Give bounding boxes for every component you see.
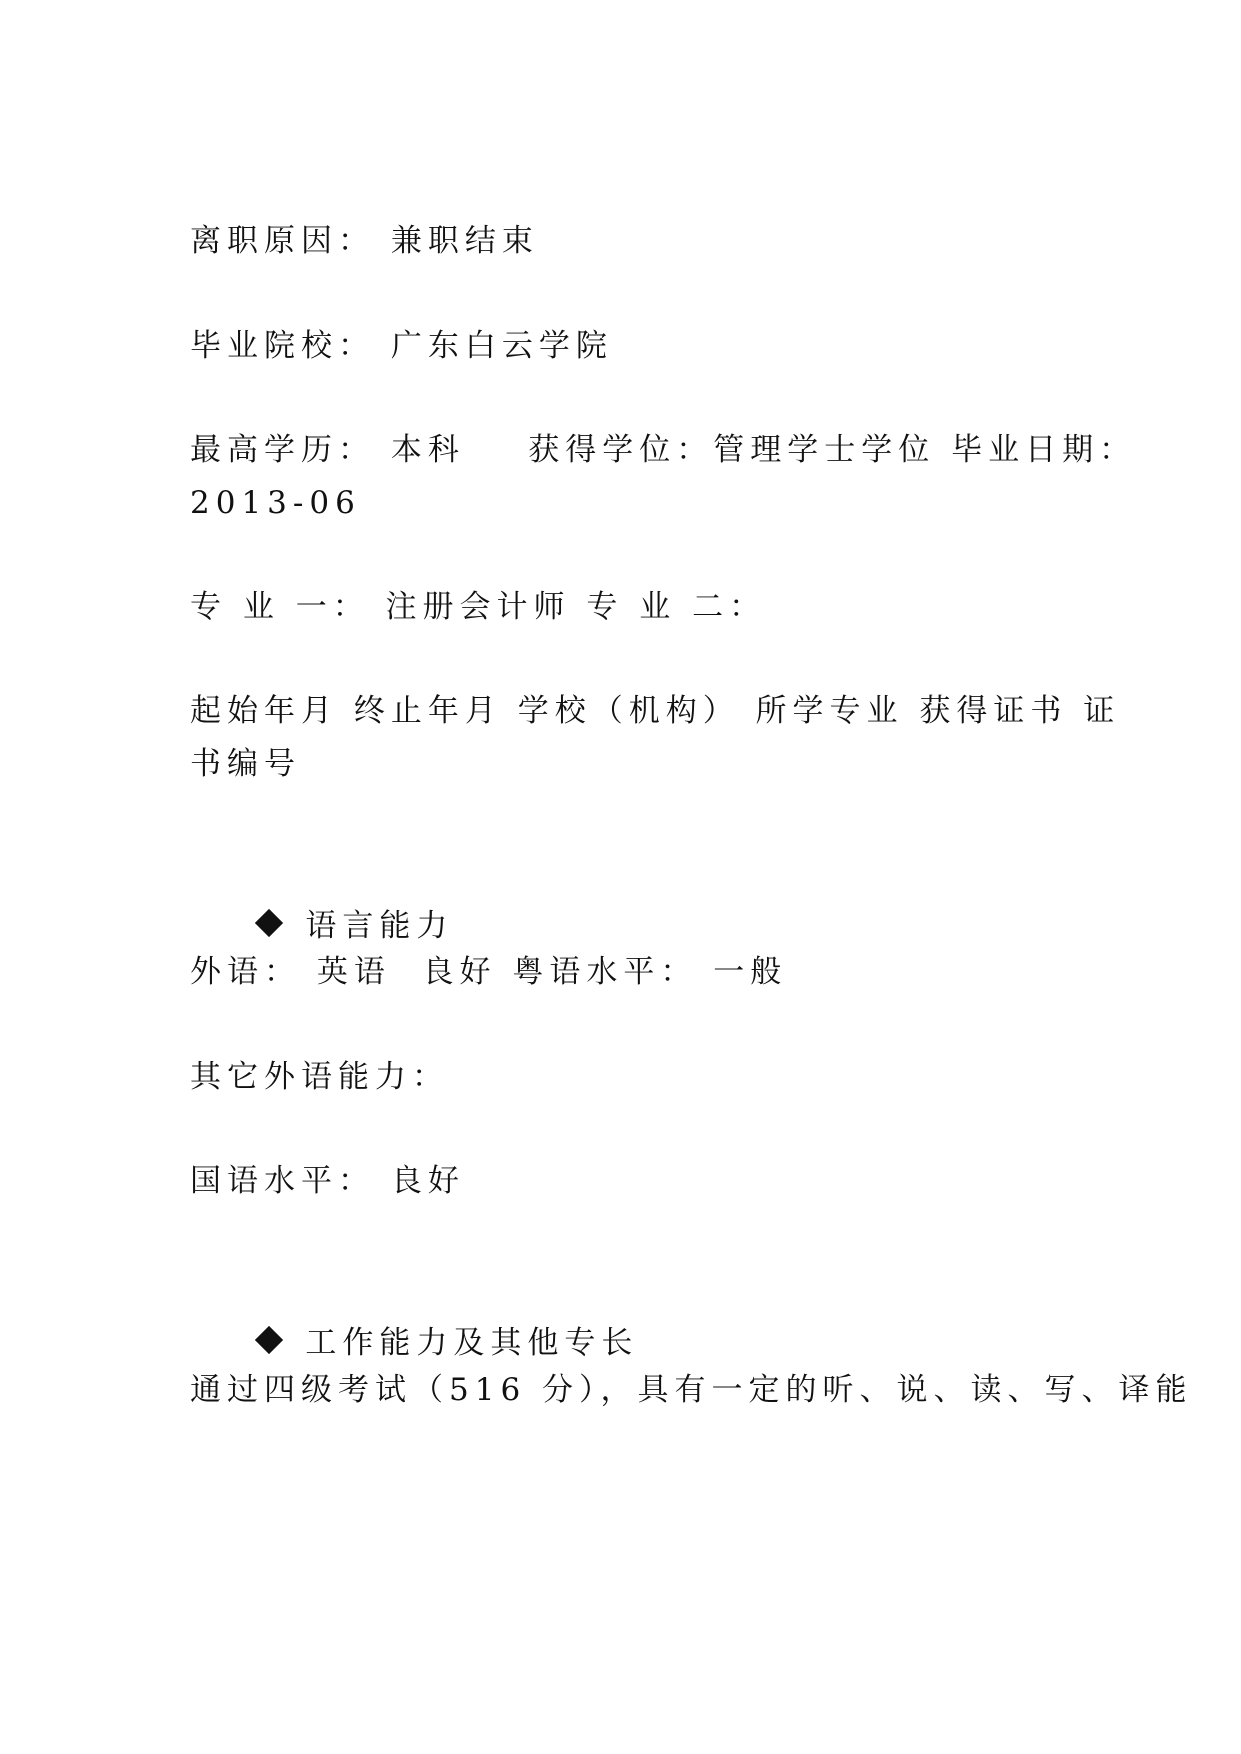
- education-table-header-continued: 书编号: [190, 746, 301, 782]
- diamond-bullet-icon: [255, 909, 283, 937]
- cet4-line: 通过四级考试（516 分），具有一定的听、说、读、写、译能: [190, 1372, 1193, 1408]
- graduation-school-line: 毕业院校： 广东白云学院: [190, 328, 613, 364]
- section-title: 工作能力及其他专长: [305, 1325, 639, 1361]
- education-table-header-line: 起始年月 终止年月 学校（机构） 所学专业 获得证书 证: [190, 693, 1121, 729]
- education-line: 最高学历： 本科 获得学位：管理学士学位 毕业日期：: [190, 432, 1137, 468]
- leave-reason-line: 离职原因： 兼职结束: [190, 223, 539, 259]
- section-title: 语言能力: [305, 908, 454, 944]
- mandarin-level-line: 国语水平： 良好: [190, 1163, 465, 1199]
- foreign-language-line: 外语： 英语 良好 粤语水平： 一般: [190, 954, 788, 990]
- diamond-bullet-icon: [255, 1326, 283, 1354]
- major-line: 专 业 一： 注册会计师 专 业 二：: [190, 589, 767, 625]
- graduation-date-line: 2013-06: [190, 485, 361, 521]
- other-language-line: 其它外语能力：: [190, 1059, 449, 1095]
